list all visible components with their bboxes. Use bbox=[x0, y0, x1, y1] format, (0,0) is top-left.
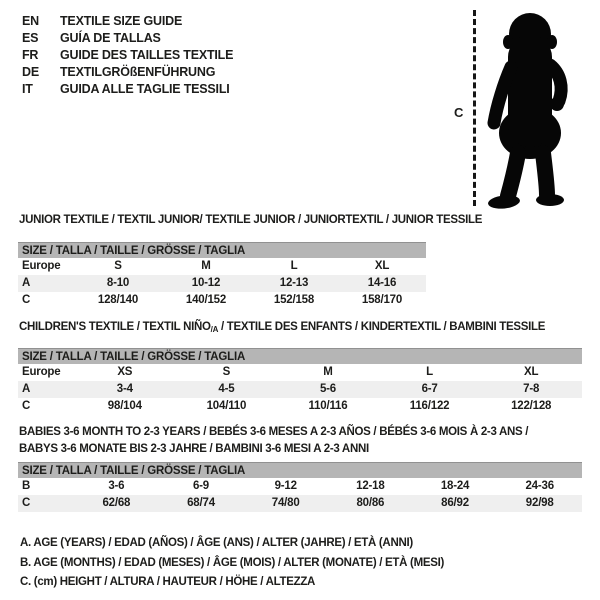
language-title: TEXTILGRÖßENFÜHRUNG bbox=[60, 65, 216, 79]
table-cell: 140/152 bbox=[185, 294, 227, 306]
note-age-years: A. AGE (YEARS) / EDAD (AÑOS) / ÂGE (ANS) / ALTER (JAHRE) / ETÀ (ANNI) bbox=[20, 537, 413, 549]
table-row bbox=[18, 381, 582, 398]
table-cell: 152/158 bbox=[273, 294, 315, 306]
table-cell: 12-13 bbox=[279, 277, 309, 289]
language-code: DE bbox=[22, 65, 39, 79]
row-label: C bbox=[22, 400, 31, 412]
table-cell: 4-5 bbox=[218, 383, 235, 395]
junior-table bbox=[18, 242, 426, 309]
table-row bbox=[18, 478, 582, 495]
legend-notes bbox=[20, 534, 444, 593]
table-cell: 92/98 bbox=[525, 497, 554, 509]
table-cell: 62/68 bbox=[102, 497, 131, 509]
table-row bbox=[18, 398, 582, 415]
row-label: C bbox=[22, 294, 31, 306]
table-cell: 14-16 bbox=[367, 277, 397, 289]
row-label: A bbox=[22, 277, 31, 289]
table-cell: 3-4 bbox=[116, 383, 133, 395]
table-cell: XS bbox=[117, 366, 133, 378]
children-table-title bbox=[19, 319, 545, 338]
table-cell: 80/86 bbox=[356, 497, 385, 509]
table-row bbox=[18, 364, 582, 381]
babies-table-title bbox=[19, 424, 528, 458]
row-label: A bbox=[22, 383, 31, 395]
note-height-cm: C. (cm) HEIGHT / ALTURA / HAUTEUR / HÖHE / ALTEZZA bbox=[20, 576, 316, 588]
list-item bbox=[22, 81, 233, 98]
table-cell: 10-12 bbox=[191, 277, 221, 289]
table-cell: 74/80 bbox=[271, 497, 300, 509]
table-row bbox=[18, 495, 582, 512]
size-header-bar: SIZE / TALLA / TAILLE / GRÖSSE / TAGLIA bbox=[18, 462, 582, 478]
babies-title-line2: BABYS 3-6 MONATE BIS 2-3 JAHRE / BAMBINI 3-6 MESI A 2-3 ANNI bbox=[19, 443, 369, 455]
language-code: ES bbox=[22, 31, 39, 45]
table-cell: 8-10 bbox=[106, 277, 130, 289]
babies-title-line1: BABIES 3-6 MONTH TO 2-3 YEARS / BEBÉS 3-6 MESES A 2-3 AÑOS / BÉBÉS 3-6 MOIS À 2-3 ANS / bbox=[19, 426, 529, 438]
table-cell: 24-36 bbox=[525, 480, 554, 492]
table-cell: S bbox=[222, 366, 231, 378]
table-cell: 128/140 bbox=[97, 294, 139, 306]
table-cell: XL bbox=[374, 260, 390, 272]
table-cell: 116/122 bbox=[409, 400, 450, 412]
junior-table-title: JUNIOR TEXTILE / TEXTIL JUNIOR/ TEXTILE JUNIOR / JUNIORTEXTIL / JUNIOR TESSILE bbox=[19, 214, 483, 226]
language-title: GUIDE DES TAILLES TEXTILE bbox=[60, 48, 234, 62]
list-item bbox=[22, 47, 233, 64]
toddler-silhouette-icon bbox=[480, 5, 596, 211]
height-marker-label: C bbox=[454, 105, 464, 120]
children-title-pre: CHILDREN'S TEXTILE / TEXTIL NIÑO bbox=[19, 321, 211, 333]
babies-table bbox=[18, 462, 582, 512]
language-code: IT bbox=[22, 82, 33, 96]
language-title: TEXTILE SIZE GUIDE bbox=[60, 14, 183, 28]
table-cell: 6-7 bbox=[421, 383, 438, 395]
row-label: B bbox=[22, 480, 31, 492]
table-cell: 104/110 bbox=[206, 400, 247, 412]
language-title: GUIDA ALLE TAGLIE TESSILI bbox=[60, 82, 230, 96]
table-row bbox=[18, 258, 426, 275]
table-row bbox=[18, 292, 426, 309]
table-cell: M bbox=[323, 366, 333, 378]
table-cell: 3-6 bbox=[108, 480, 125, 492]
table-cell: 7-8 bbox=[523, 383, 540, 395]
table-cell: 12-18 bbox=[356, 480, 385, 492]
row-label: Europe bbox=[22, 366, 61, 378]
table-cell: XL bbox=[524, 366, 539, 378]
table-cell: L bbox=[290, 260, 298, 272]
list-item bbox=[22, 64, 233, 81]
height-measure-dashed-line bbox=[473, 10, 476, 206]
children-title-sub: /A bbox=[210, 325, 219, 334]
table-cell: 158/170 bbox=[361, 294, 403, 306]
note-age-months: B. AGE (MONTHS) / EDAD (MESES) / ÂGE (MOIS) / ALTER (MONATE) / ETÀ (MESI) bbox=[20, 556, 445, 569]
size-header-bar: SIZE / TALLA / TAILLE / GRÖSSE / TAGLIA bbox=[18, 348, 582, 364]
table-cell: 98/104 bbox=[107, 400, 142, 412]
table-cell: L bbox=[426, 366, 433, 378]
table-cell: 18-24 bbox=[440, 480, 470, 492]
table-cell: 9-12 bbox=[274, 480, 297, 492]
language-code: FR bbox=[22, 48, 39, 62]
table-cell: 110/116 bbox=[308, 400, 348, 412]
list-item bbox=[22, 13, 233, 30]
table-cell: 6-9 bbox=[192, 480, 210, 492]
table-cell: 122/128 bbox=[511, 400, 552, 412]
size-header-bar: SIZE / TALLA / TAILLE / GRÖSSE / TAGLIA bbox=[18, 242, 426, 258]
children-table bbox=[18, 348, 582, 415]
language-title: GUÍA DE TALLAS bbox=[60, 31, 161, 45]
table-row bbox=[18, 275, 426, 292]
table-cell: M bbox=[201, 260, 211, 272]
language-guide-list bbox=[22, 13, 233, 98]
language-code: EN bbox=[22, 14, 39, 28]
row-label: Europe bbox=[22, 260, 61, 272]
table-cell: S bbox=[114, 260, 122, 272]
table-cell: 5-6 bbox=[319, 383, 336, 395]
table-cell: 86/92 bbox=[441, 497, 469, 509]
list-item bbox=[22, 30, 233, 47]
children-title-post: / TEXTILE DES ENFANTS / KINDERTEXTIL / BAMBINI TESSILE bbox=[218, 321, 546, 333]
table-cell: 68/74 bbox=[187, 497, 215, 509]
row-label: C bbox=[22, 497, 31, 509]
